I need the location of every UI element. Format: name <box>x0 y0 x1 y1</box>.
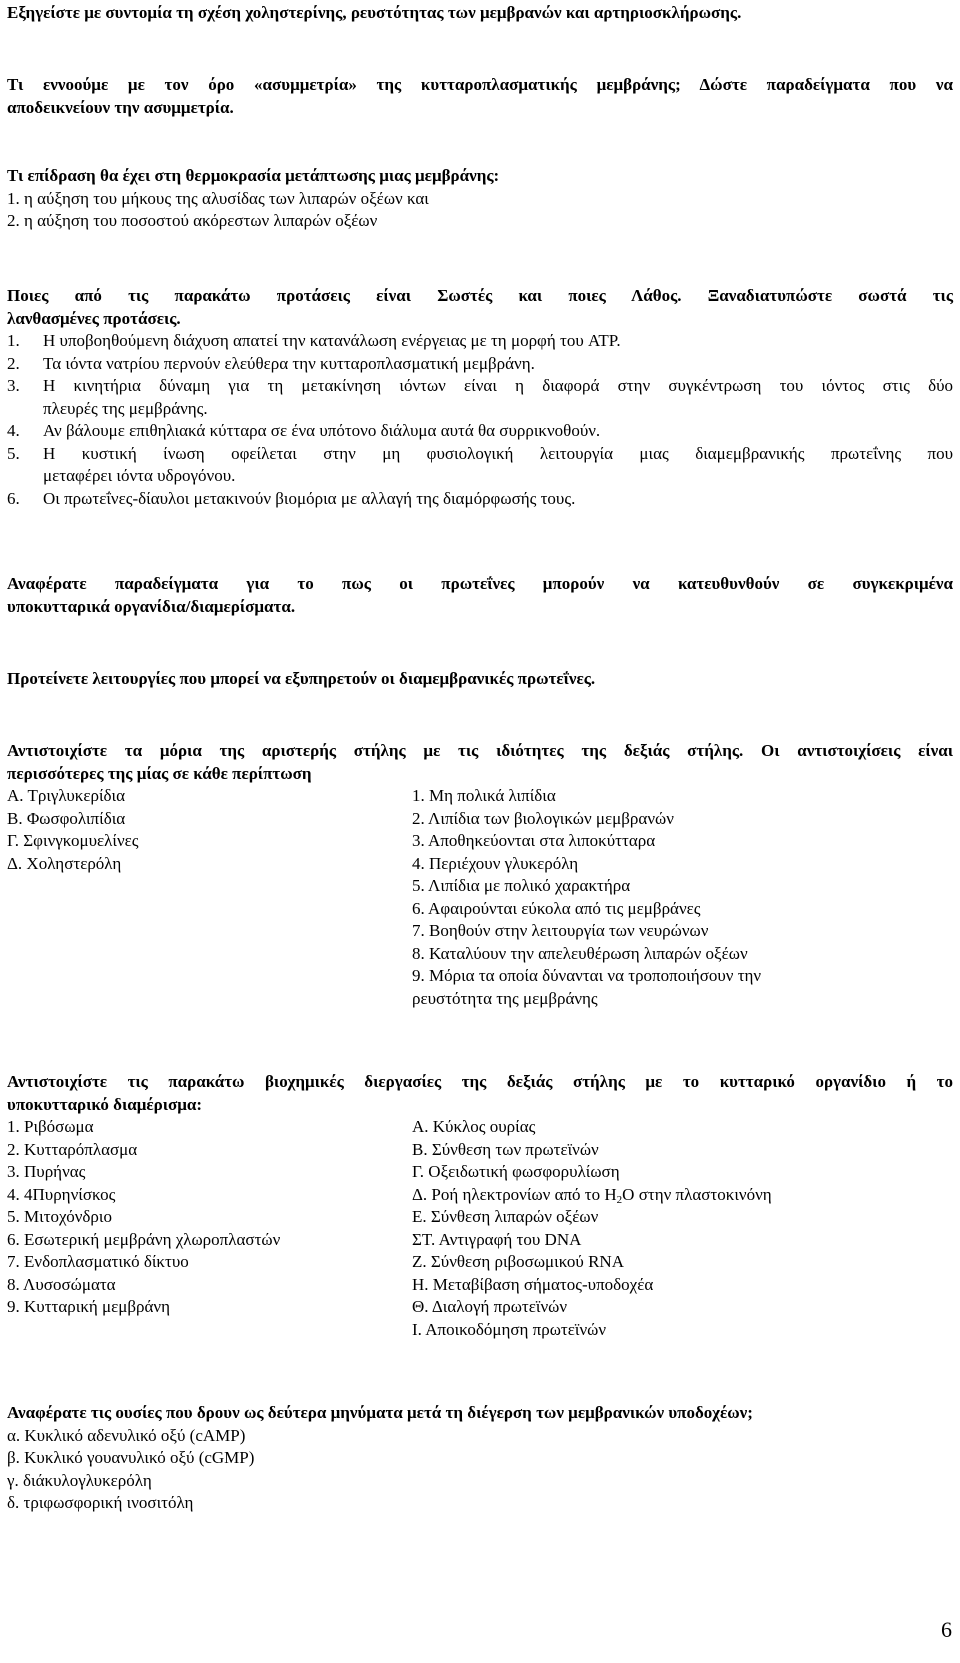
item-text: Η κυστική ίνωση οφείλεται στην μη φυσιολογική λειτουργία μιας διαμεμβρανικής πρωτεΐνης που <box>43 443 953 463</box>
right-item-electron-flow <box>412 1184 772 1207</box>
left-item: 1. Ριβόσωμα <box>7 1117 94 1136</box>
left-item: Α. Τριγλυκερίδια <box>7 786 126 805</box>
right-item: 1. Μη πολικά λιπίδια <box>412 786 556 805</box>
match-row <box>7 1184 953 1207</box>
match-row <box>7 875 953 898</box>
question-second-messengers <box>7 1402 953 1515</box>
right-item: Β. Σύνθεση των πρωτεϊνών <box>412 1139 599 1159</box>
right-item: 2. Λιπίδια των βιολογικών μεμβρανών <box>412 808 674 828</box>
right-item: Γ. Οξειδωτική φωσφορυλίωση <box>412 1162 620 1181</box>
list-item: γ. διάκυλογλυκερόλη <box>7 1470 152 1490</box>
list-item: δ. τριφωσφορική ινοσιτόλη <box>7 1493 194 1512</box>
match-row <box>7 1161 953 1184</box>
match-row <box>7 830 953 853</box>
question-text-line1: Τι εννοούμε με τον όρο «ασυμμετρία» της κυτταροπλασματικής μεμβράνης; Δώστε παραδείγματα που να <box>7 75 953 94</box>
list-item <box>7 443 953 466</box>
item-text: Οι πρωτεΐνες-δίαυλοι μετακινούν βιομόρια με αλλαγή της διαμόρφωσής τους. <box>43 488 576 508</box>
item-text: Η κινητήρια δύναμη για τη μετακίνηση ιόντων είναι η διαφορά στην συγκέντρωση του ιόντος στις δύο <box>43 376 953 395</box>
right-item: 5. Λιπίδια με πολικό χαρακτήρα <box>412 876 631 895</box>
right-item: 4. Περιέχουν γλυκερόλη <box>412 853 579 873</box>
list-item-continuation: μεταφέρει ιόντα υδρογόνου. <box>43 466 236 485</box>
subscript: 2 <box>616 1193 623 1206</box>
question-title-line1: Αντιστοιχίστε τα μόρια της αριστερής στήλης με τις ιδιότητες της δεξιάς στήλης. Οι αντιστοιχίσεις είναι <box>7 741 953 760</box>
right-item: Η. Μεταβίβαση σήματος-υποδοχέα <box>412 1274 654 1294</box>
list-item <box>7 375 953 398</box>
item-number: 1. <box>7 331 20 350</box>
right-item-text: O στην πλαστοκινόνη <box>622 1184 772 1204</box>
item-text: Αν βάλουμε επιθηλιακά κύτταρα σε ένα υπότονο διάλυμα αυτά θα συρρικνοθούν. <box>43 421 601 440</box>
question-transmembrane-functions <box>7 668 953 691</box>
right-item: Ε. Σύνθεση λιπαρών οξέων <box>412 1207 599 1226</box>
match-row <box>7 1206 953 1229</box>
question-title-line1: Αντιστοιχίστε τις παρακάτω βιοχημικές διεργασίες της δεξιάς στήλης με το κυτταρικό οργανίδιο ή το <box>7 1072 953 1091</box>
list-item-continuation: πλευρές της μεμβράνης. <box>43 398 208 418</box>
match-row <box>7 1116 953 1139</box>
item-text: Τα ιόντα νατρίου περνούν ελεύθερα την κυτταροπλασματική μεμβράνη. <box>43 353 535 373</box>
right-item: 3. Αποθηκεύονται στα λιποκύτταρα <box>412 831 656 850</box>
list-item <box>7 330 953 353</box>
question-match-organelles <box>7 1071 953 1341</box>
item-number: 5. <box>7 443 20 463</box>
match-row <box>7 943 953 966</box>
left-item: Γ. Σφινγκομυελίνες <box>7 831 139 850</box>
item-number: 6. <box>7 488 20 508</box>
left-item: 9. Κυτταρική μεμβράνη <box>7 1297 171 1316</box>
question-title-line1: Ποιες από τις παρακάτω προτάσεις είναι Σωστές και ποιες Λάθος. Ξαναδιατυπώστε σωστά τις <box>7 286 953 305</box>
right-item: 8. Καταλύουν την απελευθέρωση λιπαρών οξέων <box>412 943 748 963</box>
question-title-line2: υποκυτταρικό διαμέρισμα: <box>7 1094 203 1114</box>
match-row <box>7 898 953 921</box>
question-cholesterol <box>7 2 953 25</box>
left-item: 8. Λυσοσώματα <box>7 1274 116 1294</box>
right-item: 7. Βοηθούν στην λειτουργία των νευρώνων <box>412 921 709 940</box>
question-title-line2: περισσότερες της μίας σε κάθε περίπτωση <box>7 763 312 783</box>
match-row <box>7 1229 953 1252</box>
question-title: Τι επίδραση θα έχει στη θερμοκρασία μετάπτωσης μιας μεμβράνης: <box>7 166 500 185</box>
list-item <box>7 353 953 376</box>
question-text-line2: αποδεικνείουν την ασυμμετρία. <box>7 97 234 117</box>
question-protein-targeting <box>7 573 953 618</box>
question-text: Εξηγείστε με συντομία τη σχέση χοληστερίνης, ρευστότητας των μεμβρανών και αρτηριοσκλήρωσης. <box>7 3 742 22</box>
left-item: 7. Ενδοπλασματικό δίκτυο <box>7 1252 189 1271</box>
left-item: Δ. Χοληστερόλη <box>7 853 122 873</box>
left-item: 6. Εσωτερική μεμβράνη χλωροπλαστών <box>7 1229 281 1249</box>
question-text-line2: υποκυτταρικά οργανίδια/διαμερίσματα. <box>7 596 296 616</box>
right-item: Α. Κύκλος ουρίας <box>412 1117 536 1136</box>
left-item: 5. Μιτοχόνδριο <box>7 1207 112 1226</box>
match-row <box>7 920 953 943</box>
question-match-lipids <box>7 740 953 1010</box>
list-item: α. Κυκλικό αδενυλικό οξύ (cAMP) <box>7 1425 246 1445</box>
question-transition-temperature <box>7 165 953 233</box>
matching-columns <box>7 1116 953 1341</box>
left-item: Β. Φωσφολιπίδια <box>7 808 126 828</box>
match-row <box>7 965 953 988</box>
matching-columns <box>7 785 953 1010</box>
left-item: 4. 4Πυρηνίσκος <box>7 1184 116 1204</box>
list-item <box>7 420 953 443</box>
right-item: Ι. Αποικοδόμηση πρωτεϊνών <box>412 1319 607 1339</box>
question-title: Αναφέρατε τις ουσίες που δρουν ως δεύτερα μηνύματα μετά τη διέγερση των μεμβρανικών υποδοχέων; <box>7 1403 753 1422</box>
item-number: 3. <box>7 376 20 395</box>
left-item: 2. Κυτταρόπλασμα <box>7 1139 138 1159</box>
question-text: Προτείνετε λειτουργίες που μπορεί να εξυπηρετούν οι διαμεμβρανικές πρωτεΐνες. <box>7 669 596 688</box>
list-item: 1. η αύξηση του μήκους της αλυσίδας των λιπαρών οξέων και <box>7 188 429 208</box>
right-item: Ζ. Σύνθεση ριβοσωμικού RNA <box>412 1252 624 1271</box>
page-number: 6 <box>941 1617 952 1642</box>
question-true-false <box>7 285 953 510</box>
item-number: 2. <box>7 353 20 373</box>
question-title-line2: λανθασμένες προτάσεις. <box>7 308 181 328</box>
right-item: 6. Αφαιρούνται εύκολα από τις μεμβράνες <box>412 898 701 918</box>
list-item <box>7 488 953 511</box>
question-asymmetry <box>7 74 953 119</box>
match-row <box>7 1139 953 1162</box>
right-item-text: Δ. Ροή ηλεκτρονίων από το H <box>412 1184 617 1204</box>
match-row <box>7 1251 953 1274</box>
match-row <box>7 808 953 831</box>
right-item: ρευστότητα της μεμβράνης <box>412 988 598 1008</box>
match-row <box>7 1296 953 1319</box>
right-item: Θ. Διαλογή πρωτεϊνών <box>412 1297 568 1316</box>
left-item: 3. Πυρήνας <box>7 1162 86 1181</box>
match-row <box>7 1319 953 1342</box>
right-item: 9. Μόρια τα οποία δύνανται να τροποποιήσουν την <box>412 966 762 985</box>
match-row <box>7 785 953 808</box>
match-row <box>7 1274 953 1297</box>
right-item: ΣΤ. Αντιγραφή του DNA <box>412 1229 582 1249</box>
match-row <box>7 988 953 1011</box>
question-text-line1: Αναφέρατε παραδείγματα για το πως οι πρωτεΐνες μπορούν να κατευθυνθούν σε συγκεκριμένα <box>7 574 953 593</box>
list-item: 2. η αύξηση του ποσοστού ακόρεστων λιπαρών οξέων <box>7 211 378 230</box>
item-text: Η υποβοηθούμενη διάχυση απατεί την κατανάλωση ενέργειας με τη μορφή του ATP. <box>43 331 621 350</box>
list-item: β. Κυκλικό γουανυλικό οξύ (cGMP) <box>7 1448 255 1467</box>
item-number: 4. <box>7 421 20 440</box>
match-row <box>7 853 953 876</box>
